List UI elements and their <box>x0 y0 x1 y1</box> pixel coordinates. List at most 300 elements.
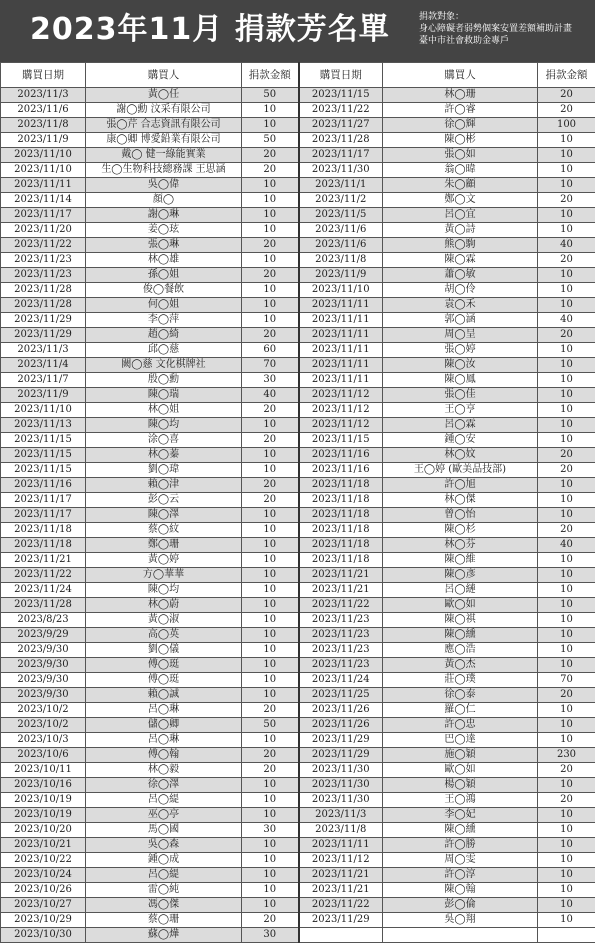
cell-buyer: 鄭◯珊 <box>86 538 242 553</box>
cell-date: 2023/11/21 <box>299 868 383 883</box>
cell-date: 2023/10/2 <box>1 703 86 718</box>
table-row <box>1 673 595 688</box>
table-row <box>1 688 595 703</box>
cell-date: 2023/11/8 <box>1 118 86 133</box>
cell-date: 2023/11/18 <box>299 493 383 508</box>
cell-amount: 50 <box>242 133 299 148</box>
table-row <box>1 703 595 718</box>
cell-buyer: 袁◯禾 <box>383 298 538 313</box>
cell-amount: 20 <box>242 748 299 763</box>
cell-date: 2023/11/27 <box>299 118 383 133</box>
cell-amount: 10 <box>538 568 595 583</box>
cell-amount: 10 <box>242 463 299 478</box>
cell-date: 2023/11/30 <box>299 163 383 178</box>
table-row <box>1 223 595 238</box>
cell-amount: 10 <box>242 508 299 523</box>
table-row <box>1 208 595 223</box>
cell-buyer: 王◯婷 (歐美品技部) <box>383 463 538 478</box>
cell-date: 2023/11/11 <box>299 358 383 373</box>
cell-buyer: 陳◯翰 <box>383 883 538 898</box>
cell-date: 2023/10/20 <box>1 823 86 838</box>
cell-buyer: 儲◯卿 <box>86 718 242 733</box>
cell-amount: 10 <box>242 793 299 808</box>
cell-buyer: 何◯姐 <box>86 298 242 313</box>
cell-buyer: 張◯芹 合志資訊有限公司 <box>86 118 242 133</box>
table-row <box>1 763 595 778</box>
cell-buyer: 呂◯縺 <box>383 583 538 598</box>
cell-buyer: 劉◯瑋 <box>86 463 242 478</box>
cell-date: 2023/11/28 <box>1 283 86 298</box>
cell-date: 2023/11/30 <box>299 763 383 778</box>
cell-buyer: 俊◯餐飲 <box>86 283 242 298</box>
cell-amount: 10 <box>242 688 299 703</box>
cell-date: 2023/11/12 <box>299 853 383 868</box>
cell-date: 2023/11/11 <box>299 838 383 853</box>
cell-date: 2023/11/16 <box>299 463 383 478</box>
cell-amount: 40 <box>242 388 299 403</box>
cell-date: 2023/10/6 <box>1 748 86 763</box>
cell-buyer: 王◯亨 <box>383 403 538 418</box>
cell-amount: 10 <box>538 388 595 403</box>
cell-date: 2023/11/28 <box>299 133 383 148</box>
cell-amount: 10 <box>538 358 595 373</box>
cell-date: 2023/11/29 <box>299 733 383 748</box>
table-row <box>1 433 595 448</box>
cell-amount: 10 <box>242 838 299 853</box>
cell-amount: 60 <box>242 343 299 358</box>
cell-date: 2023/10/19 <box>1 808 86 823</box>
cell-date: 2023/11/21 <box>1 553 86 568</box>
cell-date: 2023/11/18 <box>299 478 383 493</box>
cell-buyer: 蕭◯敏 <box>383 268 538 283</box>
cell-buyer: 歐◯如 <box>383 763 538 778</box>
table-row <box>1 613 595 628</box>
cell-date: 2023/11/29 <box>299 913 383 928</box>
cell-amount: 10 <box>538 373 595 388</box>
cell-amount: 10 <box>538 478 595 493</box>
cell-amount: 10 <box>242 538 299 553</box>
table-row <box>1 853 595 868</box>
cell-amount: 10 <box>538 838 595 853</box>
cell-date: 2023/11/10 <box>1 163 86 178</box>
cell-date: 2023/11/22 <box>1 238 86 253</box>
cell-amount: 10 <box>242 118 299 133</box>
cell-amount: 10 <box>538 718 595 733</box>
cell-amount: 10 <box>242 583 299 598</box>
cell-date: 2023/11/8 <box>299 253 383 268</box>
cell-amount: 10 <box>242 448 299 463</box>
cell-date: 2023/9/29 <box>1 628 86 643</box>
cell-amount: 10 <box>242 853 299 868</box>
cell-buyer: 林◯雄 <box>86 253 242 268</box>
cell-buyer: 彭◯云 <box>86 493 242 508</box>
cell-date: 2023/11/12 <box>299 388 383 403</box>
cell-date: 2023/11/26 <box>299 703 383 718</box>
cell-buyer: 陳◯鳳 <box>383 373 538 388</box>
column-header-amount: 捐款金額 <box>538 63 595 88</box>
cell-amount: 100 <box>538 118 595 133</box>
cell-amount: 10 <box>538 628 595 643</box>
table-row <box>1 553 595 568</box>
table-row <box>1 643 595 658</box>
table-row <box>1 793 595 808</box>
cell-amount: 10 <box>538 913 595 928</box>
table-row <box>1 313 595 328</box>
cell-buyer: 黃◯婷 <box>86 553 242 568</box>
cell-buyer: 賴◯誠 <box>86 688 242 703</box>
cell-date: 2023/11/8 <box>299 823 383 838</box>
cell-date: 2023/9/30 <box>1 658 86 673</box>
cell-buyer: 殷◯勳 <box>86 373 242 388</box>
cell-buyer: 鄭◯文 <box>383 193 538 208</box>
cell-date: 2023/11/17 <box>1 208 86 223</box>
cell-date: 2023/11/23 <box>1 268 86 283</box>
cell-amount: 10 <box>538 298 595 313</box>
cell-amount: 40 <box>538 238 595 253</box>
table-row <box>1 733 595 748</box>
cell-buyer: 熊◯駒 <box>383 238 538 253</box>
cell-amount: 10 <box>242 778 299 793</box>
cell-buyer: 鍾◯安 <box>383 433 538 448</box>
cell-amount: 20 <box>242 433 299 448</box>
table-row <box>1 133 595 148</box>
cell-buyer: 楊◯穎 <box>383 778 538 793</box>
cell-buyer: 許◯忠 <box>383 718 538 733</box>
table-row <box>1 88 595 103</box>
cell-buyer: 呂◯緹 <box>86 868 242 883</box>
cell-amount: 70 <box>242 358 299 373</box>
cell-buyer: 吳◯翔 <box>383 913 538 928</box>
cell-amount: 10 <box>538 403 595 418</box>
cell-date: 2023/11/23 <box>299 658 383 673</box>
cell-buyer: 曾◯怡 <box>383 508 538 523</box>
cell-buyer: 顏◯ <box>86 193 242 208</box>
cell-amount: 10 <box>242 178 299 193</box>
cell-amount: 20 <box>538 193 595 208</box>
cell-date: 2023/9/30 <box>1 673 86 688</box>
cell-buyer: 呂◯緹 <box>86 793 242 808</box>
cell-buyer: 許◯勝 <box>383 838 538 853</box>
cell-buyer: 周◯雯 <box>383 853 538 868</box>
table-row <box>1 358 595 373</box>
cell-buyer: 雷◯純 <box>86 883 242 898</box>
cell-buyer: 羅◯仁 <box>383 703 538 718</box>
cell-buyer: 孫◯姐 <box>86 268 242 283</box>
cell-buyer: 劉◯儀 <box>86 643 242 658</box>
cell-amount: 10 <box>242 208 299 223</box>
cell-buyer: 蘇◯燁 <box>86 928 242 943</box>
cell-date: 2023/9/30 <box>1 688 86 703</box>
cell-buyer: 方◯華華 <box>86 568 242 583</box>
cell-buyer: 郭◯涵 <box>383 313 538 328</box>
cell-buyer: 林◯毅 <box>86 763 242 778</box>
cell-amount: 10 <box>538 508 595 523</box>
cell-buyer: 許◯旭 <box>383 478 538 493</box>
cell-date: 2023/10/26 <box>1 883 86 898</box>
cell-buyer: 陳◯祺 <box>383 613 538 628</box>
cell-date: 2023/11/20 <box>1 223 86 238</box>
cell-amount: 10 <box>242 673 299 688</box>
cell-date: 2023/11/6 <box>299 223 383 238</box>
cell-date: 2023/11/13 <box>1 418 86 433</box>
table-row <box>1 283 595 298</box>
table-row <box>1 298 595 313</box>
cell-buyer: 陳◯維 <box>383 553 538 568</box>
cell-date: 2023/11/21 <box>299 568 383 583</box>
cell-amount: 20 <box>538 253 595 268</box>
cell-amount: 10 <box>242 298 299 313</box>
table-body <box>1 88 595 943</box>
cell-amount: 20 <box>538 448 595 463</box>
cell-amount: 10 <box>538 553 595 568</box>
cell-buyer: 陳◯杉 <box>383 523 538 538</box>
cell-amount: 10 <box>242 598 299 613</box>
cell-amount: 10 <box>538 208 595 223</box>
cell-amount: 10 <box>242 643 299 658</box>
cell-buyer: 陳◯瑞 <box>86 388 242 403</box>
cell-buyer: 林◯妏 <box>383 448 538 463</box>
cell-date: 2023/11/23 <box>299 643 383 658</box>
cell-amount: 20 <box>242 268 299 283</box>
cell-amount: 10 <box>538 823 595 838</box>
cell-date: 2023/11/12 <box>299 418 383 433</box>
cell-date: 2023/11/28 <box>1 298 86 313</box>
cell-buyer: 張◯琳 <box>86 238 242 253</box>
cell-buyer: 陳◯霖 <box>383 253 538 268</box>
table-row <box>1 898 595 913</box>
cell-date: 2023/11/18 <box>299 523 383 538</box>
cell-buyer: 傅◯珽 <box>86 673 242 688</box>
cell-amount: 40 <box>538 538 595 553</box>
donation-target-note <box>419 11 572 47</box>
cell-buyer: 陳◯纁 <box>383 823 538 838</box>
cell-date: 2023/11/11 <box>299 313 383 328</box>
cell-amount: 10 <box>538 778 595 793</box>
cell-date: 2023/10/3 <box>1 733 86 748</box>
table-row <box>1 493 595 508</box>
cell-amount: 20 <box>242 148 299 163</box>
cell-date: 2023/10/27 <box>1 898 86 913</box>
table-row <box>1 568 595 583</box>
cell-date: 2023/11/25 <box>299 688 383 703</box>
cell-date: 2023/11/15 <box>299 88 383 103</box>
table-row <box>1 583 595 598</box>
table-row <box>1 463 595 478</box>
cell-amount: 10 <box>538 853 595 868</box>
cell-date: 2023/11/11 <box>299 328 383 343</box>
cell-buyer: 呂◯琳 <box>86 733 242 748</box>
cell-buyer: 馮◯傑 <box>86 898 242 913</box>
table-row <box>1 718 595 733</box>
cell-date: 2023/11/11 <box>1 178 86 193</box>
cell-amount: 10 <box>538 343 595 358</box>
table-row <box>1 343 595 358</box>
cell-buyer: 李◯妃 <box>383 808 538 823</box>
cell-buyer: 黃◯詩 <box>383 223 538 238</box>
cell-buyer: 呂◯霖 <box>383 418 538 433</box>
cell-date: 2023/11/23 <box>299 628 383 643</box>
cell-amount: 10 <box>538 583 595 598</box>
cell-amount: 10 <box>242 613 299 628</box>
page-header <box>0 0 595 62</box>
cell-date: 2023/11/12 <box>299 403 383 418</box>
cell-date: 2023/11/11 <box>299 298 383 313</box>
cell-buyer: 許◯睿 <box>383 103 538 118</box>
cell-amount: 20 <box>242 328 299 343</box>
cell-buyer: 徐◯澤 <box>86 778 242 793</box>
table-row <box>1 118 595 133</box>
column-header-buyer: 購買人 <box>86 63 242 88</box>
cell-date: 2023/11/11 <box>299 373 383 388</box>
cell-date: 2023/11/16 <box>1 478 86 493</box>
cell-amount: 10 <box>242 283 299 298</box>
cell-amount: 20 <box>242 703 299 718</box>
cell-buyer: 林◯芬 <box>383 538 538 553</box>
table-row <box>1 268 595 283</box>
cell-buyer: 傅◯珽 <box>86 658 242 673</box>
cell-buyer: 趙◯綺 <box>86 328 242 343</box>
cell-amount: 20 <box>242 238 299 253</box>
cell-buyer: 彭◯倫 <box>383 898 538 913</box>
cell-buyer: 林◯蔚 <box>86 598 242 613</box>
cell-date: 2023/11/14 <box>1 193 86 208</box>
cell-buyer: 高◯英 <box>86 628 242 643</box>
table-row <box>1 598 595 613</box>
cell-buyer: 歐◯如 <box>383 598 538 613</box>
cell-buyer: 邱◯慈 <box>86 343 242 358</box>
cell-date: 2023/11/7 <box>1 373 86 388</box>
cell-amount: 20 <box>242 403 299 418</box>
cell-amount: 20 <box>538 328 595 343</box>
cell-date: 2023/11/1 <box>299 178 383 193</box>
cell-buyer: 林◯傑 <box>383 493 538 508</box>
cell-amount: 10 <box>242 103 299 118</box>
cell-date: 2023/11/15 <box>299 433 383 448</box>
table-row <box>1 838 595 853</box>
cell-amount: 20 <box>538 688 595 703</box>
table-row <box>1 373 595 388</box>
cell-date: 2023/8/23 <box>1 613 86 628</box>
cell-amount: 20 <box>538 793 595 808</box>
cell-date: 2023/11/6 <box>299 238 383 253</box>
cell-date: 2023/11/16 <box>299 448 383 463</box>
table-row <box>1 148 595 163</box>
table-row <box>1 778 595 793</box>
cell-date: 2023/11/18 <box>299 553 383 568</box>
cell-date: 2023/10/2 <box>1 718 86 733</box>
cell-amount: 10 <box>242 733 299 748</box>
cell-buyer: 李◯萍 <box>86 313 242 328</box>
cell-amount: 10 <box>538 808 595 823</box>
cell-amount: 10 <box>242 868 299 883</box>
cell-date: 2023/11/4 <box>1 358 86 373</box>
cell-date: 2023/11/2 <box>299 193 383 208</box>
cell-date: 2023/10/24 <box>1 868 86 883</box>
cell-amount: 10 <box>242 313 299 328</box>
cell-date: 2023/11/3 <box>1 88 86 103</box>
cell-date: 2023/11/18 <box>1 538 86 553</box>
cell-amount: 10 <box>538 868 595 883</box>
cell-amount: 10 <box>538 733 595 748</box>
cell-amount: 10 <box>538 658 595 673</box>
cell-date: 2023/11/18 <box>1 523 86 538</box>
cell-date: 2023/11/15 <box>1 433 86 448</box>
cell-amount: 10 <box>538 613 595 628</box>
cell-date: 2023/11/6 <box>1 103 86 118</box>
cell-amount: 10 <box>538 643 595 658</box>
cell-date: 2023/11/22 <box>299 898 383 913</box>
cell-date: 2023/11/24 <box>1 583 86 598</box>
cell-amount: 10 <box>538 898 595 913</box>
cell-date: 2023/11/21 <box>299 583 383 598</box>
cell-date: 2023/11/29 <box>299 748 383 763</box>
cell-buyer: 謝◯琳 <box>86 208 242 223</box>
table-row <box>1 748 595 763</box>
cell-date: 2023/10/21 <box>1 838 86 853</box>
cell-buyer: 許◯淳 <box>383 868 538 883</box>
table-row <box>1 253 595 268</box>
cell-amount: 10 <box>242 808 299 823</box>
cell-amount: 20 <box>538 523 595 538</box>
cell-date: 2023/11/23 <box>1 253 86 268</box>
table-row <box>1 913 595 928</box>
cell-buyer: 朱◯顧 <box>383 178 538 193</box>
table-row <box>1 388 595 403</box>
column-header-buyer: 購買人 <box>383 63 538 88</box>
cell-buyer: 王◯鴻 <box>383 793 538 808</box>
cell-date: 2023/11/9 <box>1 133 86 148</box>
cell-date: 2023/10/30 <box>1 928 86 943</box>
cell-date: 2023/11/22 <box>299 598 383 613</box>
cell-buyer: 黃◯任 <box>86 88 242 103</box>
cell-date: 2023/11/23 <box>299 613 383 628</box>
table-row <box>1 883 595 898</box>
note-line: 臺中市社會救助金專戶 <box>419 35 572 47</box>
cell-buyer: 胡◯伶 <box>383 283 538 298</box>
cell-buyer: 呂◯琳 <box>86 703 242 718</box>
cell-date: 2023/11/26 <box>299 718 383 733</box>
cell-amount: 10 <box>538 133 595 148</box>
cell-date: 2023/11/17 <box>1 493 86 508</box>
cell-amount: 30 <box>242 373 299 388</box>
table-row <box>1 178 595 193</box>
table-row <box>1 808 595 823</box>
cell-amount: 20 <box>538 103 595 118</box>
cell-amount: 50 <box>242 88 299 103</box>
cell-date: 2023/11/18 <box>299 538 383 553</box>
cell-buyer: 莊◯璞 <box>383 673 538 688</box>
donor-table <box>0 62 595 943</box>
cell-buyer: 傅◯翰 <box>86 748 242 763</box>
cell-buyer: 涂◯喜 <box>86 433 242 448</box>
cell-date: 2023/11/29 <box>1 313 86 328</box>
column-header-date: 購買日期 <box>1 63 86 88</box>
cell-buyer: 黃◯杰 <box>383 658 538 673</box>
cell-buyer: 陳◯彥 <box>383 568 538 583</box>
cell-amount: 10 <box>242 658 299 673</box>
cell-amount: 20 <box>242 478 299 493</box>
cell-date: 2023/11/17 <box>299 148 383 163</box>
cell-buyer: 陳◯纁 <box>383 628 538 643</box>
cell-date: 2023/11/17 <box>1 508 86 523</box>
cell-buyer: 林◯姐 <box>86 403 242 418</box>
table-row <box>1 478 595 493</box>
cell-buyer: 闕◯慈 文化棋牌社 <box>86 358 242 373</box>
cell-buyer: 馬◯國 <box>86 823 242 838</box>
cell-date: 2023/11/15 <box>1 448 86 463</box>
cell-date: 2023/11/10 <box>1 403 86 418</box>
cell-amount: 30 <box>242 928 299 943</box>
